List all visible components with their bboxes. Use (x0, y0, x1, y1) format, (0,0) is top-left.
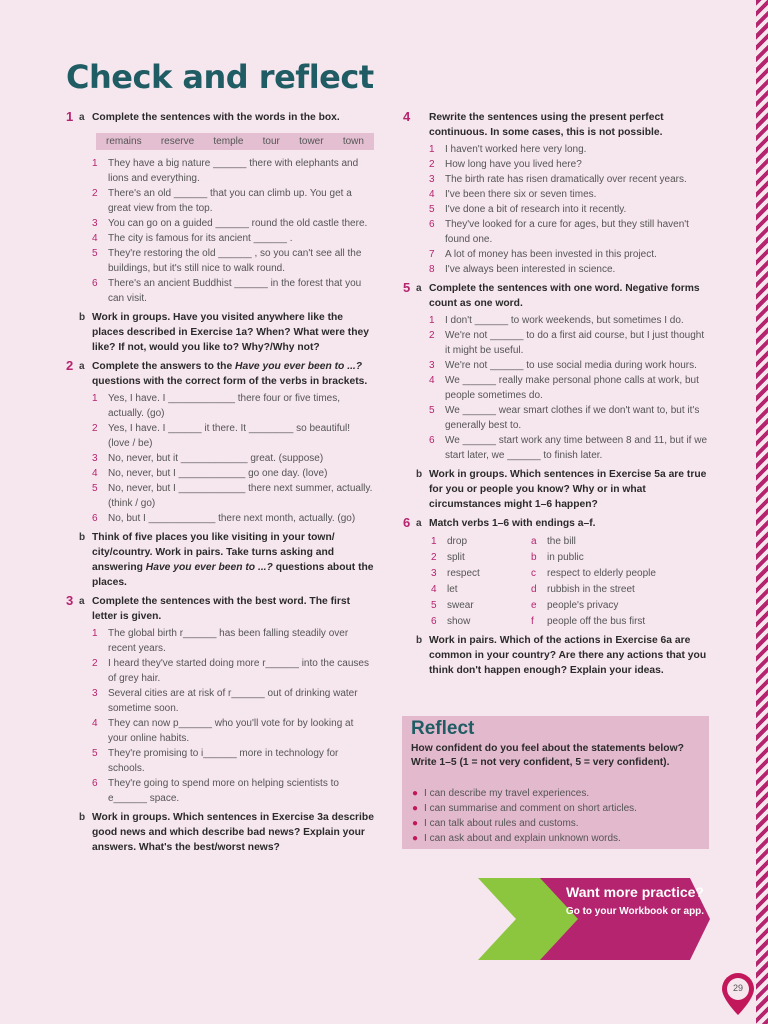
match-ending (531, 550, 721, 565)
list-item (92, 231, 374, 246)
match-ending (531, 566, 721, 581)
item-number: 3 (429, 174, 435, 185)
list-item (92, 746, 374, 776)
item-text: respect to elderly people (547, 568, 656, 579)
sentence-list (92, 391, 374, 526)
item-number: 2 (92, 188, 98, 199)
exercise-instruction: Work in groups. Have you visited anywhere like the places described in Exercise 1a? When? What were they like? If not, would you like to? Why?/Why not? (92, 312, 369, 353)
word-box-item: remains (106, 136, 142, 147)
exercise-6b (403, 633, 709, 678)
bullet-icon: ● (412, 818, 419, 829)
list-item (429, 433, 709, 463)
page-title: Check and reflect (66, 58, 374, 96)
exercise-number: 2 (66, 358, 74, 373)
item-number: 1 (429, 315, 435, 326)
list-item (429, 172, 709, 187)
item-text: You can go on a guided ______ round the old castle there. (108, 218, 368, 229)
match-verb (431, 534, 531, 549)
item-letter: f (531, 616, 534, 627)
list-item (429, 358, 709, 373)
sentence-list (429, 142, 709, 277)
item-text: Several cities are at risk of r______ out of drinking water sometime soon. (108, 688, 358, 714)
item-text: drop (447, 536, 468, 547)
item-number: 6 (92, 778, 98, 789)
word-box-item: tour (262, 136, 280, 147)
exercise-instruction: Work in pairs. Which of the actions in Exercise 6a are common in your country? Are there any actions that you think don't happen enough? Explain your ideas. (429, 635, 707, 676)
item-letter: b (531, 552, 537, 563)
item-number: 1 (92, 628, 98, 639)
reflect-statement-list (412, 786, 637, 846)
list-item (429, 202, 709, 217)
exercise-number: 1 (66, 109, 74, 124)
item-text: How long have you lived here? (445, 159, 582, 170)
exercise-instruction: Complete the sentences with the words in the box. (92, 112, 340, 123)
item-text: No, never, but I ____________ go one day. (love) (108, 468, 328, 479)
exercise-part: b (416, 635, 423, 646)
item-text: swear (447, 600, 474, 611)
sentence-list (92, 156, 374, 306)
word-box-item: reserve (160, 136, 195, 147)
item-text: in public (547, 552, 584, 563)
exercise-part: a (416, 518, 422, 529)
exercise-instruction (92, 359, 374, 389)
item-text: No, but I ____________ there next month, actually. (go) (108, 513, 356, 524)
item-text: No, never, but it ____________ great. (suppose) (108, 453, 324, 464)
list-item (429, 142, 709, 157)
exercise-part: a (79, 596, 85, 607)
item-text: They've looked for a cure for ages, but they still haven't found one. (445, 219, 689, 245)
statement-text: I can ask about and explain unknown words. (424, 833, 621, 844)
exercise-number: 3 (66, 593, 74, 608)
bullet-icon: ● (412, 803, 419, 814)
reflect-question: How confident do you feel about the statements below? Write 1–5 (1 = not very confident, 5 = very confident). (411, 743, 684, 768)
exercise-part: b (79, 812, 86, 823)
exercise-instruction: Complete the sentences with the best word. The first letter is given. (92, 596, 351, 622)
sentence-list (429, 313, 709, 463)
statement-text: I can describe my travel experiences. (424, 788, 590, 799)
exercise-part: a (79, 361, 85, 372)
word-box-item: town (342, 136, 364, 147)
list-item (92, 156, 374, 186)
item-number: 7 (429, 249, 435, 260)
list-item (92, 686, 374, 716)
exercise-part: a (79, 112, 85, 123)
statement-text: I can talk about rules and customs. (424, 818, 579, 829)
item-number: 1 (92, 393, 98, 404)
item-text: I've been there six or seven times. (445, 189, 597, 200)
item-text: The birth rate has risen dramatically over recent years. (445, 174, 687, 185)
item-number: 6 (431, 616, 437, 627)
exercise-3a (66, 594, 374, 806)
list-item (412, 786, 637, 801)
banner-heading: Want more practice? (566, 884, 704, 900)
list-item (429, 262, 709, 277)
item-number: 2 (92, 423, 98, 434)
bullet-icon: ● (412, 833, 419, 844)
item-text: let (447, 584, 458, 595)
exercise-instruction: Work in groups. Which sentences in Exercise 5a are true for you or people you know? Why or in what circumstances might 1–6 happen? (429, 469, 707, 510)
list-item (92, 421, 374, 451)
reflect-title: Reflect (411, 718, 475, 739)
item-number: 5 (92, 248, 98, 259)
list-item (429, 328, 709, 358)
item-number: 3 (92, 688, 98, 699)
item-number: 3 (92, 453, 98, 464)
item-text: No, never, but I ____________ there next summer, actually. (think / go) (108, 483, 373, 509)
page-number-pin-icon (720, 971, 756, 1017)
item-text: They can now p______ who you'll vote for by looking at your online habits. (108, 718, 354, 744)
item-text: Yes, I have. I ____________ there four or five times, actually. (go) (108, 393, 341, 419)
item-number: 5 (92, 748, 98, 759)
item-text: Yes, I have. I ______ it there. It ________ so beautiful! (love / be) (108, 423, 351, 449)
item-text: I've always been interested in science. (445, 264, 616, 275)
exercise-instruction: Work in groups. Which sentences in Exercise 3a describe good news and which describe bad news? Explain your answers. What's the best/worst news? (92, 812, 374, 853)
item-text: rubbish in the street (547, 584, 635, 595)
list-item (92, 656, 374, 686)
exercise-1a (66, 110, 374, 306)
item-number: 1 (429, 144, 435, 155)
item-text: I've done a bit of research into it recently. (445, 204, 627, 215)
item-number: 2 (429, 159, 435, 170)
item-text: We're not ______ to do a first aid course, but I just thought it might be useful. (445, 330, 705, 356)
item-number: 6 (92, 513, 98, 524)
list-item (429, 187, 709, 202)
item-text: I haven't worked here very long. (445, 144, 587, 155)
item-number: 3 (431, 568, 437, 579)
instruction-italic: Have you ever been to ...? (235, 361, 363, 372)
list-item (92, 511, 374, 526)
decorative-stripe (756, 0, 768, 1024)
exercise-instruction (92, 530, 374, 590)
bullet-icon: ● (412, 788, 419, 799)
list-item (429, 217, 709, 247)
item-text: There's an ancient Buddhist ______ in the forest that you can visit. (108, 278, 362, 304)
word-box-item: tower (299, 136, 324, 147)
item-text: I heard they've started doing more r______ into the causes of grey hair. (108, 658, 369, 684)
exercise-5a (403, 281, 709, 463)
exercise-part: a (416, 283, 422, 294)
item-number: 4 (92, 233, 98, 244)
list-item (429, 247, 709, 262)
instruction-text: questions about the places. (92, 562, 374, 588)
item-number: 3 (429, 360, 435, 371)
item-number: 8 (429, 264, 435, 275)
exercise-part: b (416, 469, 423, 480)
word-box (96, 133, 374, 150)
item-number: 6 (429, 219, 435, 230)
match-verb (431, 582, 531, 597)
list-item (429, 373, 709, 403)
list-item (429, 157, 709, 172)
item-text: people off the bus first (547, 616, 646, 627)
exercise-3b (66, 810, 374, 855)
exercise-part: b (79, 532, 86, 543)
list-item (92, 391, 374, 421)
list-item (429, 403, 709, 433)
item-number: 1 (92, 158, 98, 169)
instruction-text: Complete the answers to the (92, 361, 236, 372)
page-number: 29 (732, 983, 743, 993)
list-item (92, 451, 374, 466)
exercise-instruction: Rewrite the sentences using the present perfect continuous. In some cases, this is not possible. (429, 112, 664, 138)
exercise-1b (66, 310, 374, 355)
instruction-italic: Have you ever been to ...? (145, 562, 273, 573)
item-number: 5 (429, 204, 435, 215)
item-number: 5 (92, 483, 98, 494)
match-ending (531, 598, 721, 613)
instruction-text: Think of five places you like visiting in your town/ city/country. Work in pairs. Take turns asking and answering (92, 532, 335, 573)
instruction-text: questions with the correct form of the verbs in brackets. (92, 376, 368, 387)
item-text: show (447, 616, 471, 627)
matching-grid (431, 534, 709, 629)
item-letter: c (531, 568, 536, 579)
item-text: The city is famous for its ancient ______ . (108, 233, 293, 244)
item-text: respect (447, 568, 480, 579)
match-ending (531, 614, 721, 629)
item-text: split (447, 552, 465, 563)
exercise-4 (403, 110, 709, 277)
item-text: A lot of money has been invested in this project. (445, 249, 657, 260)
item-number: 4 (92, 468, 98, 479)
item-number: 2 (431, 552, 437, 563)
item-letter: e (531, 600, 537, 611)
item-letter: d (531, 584, 537, 595)
match-verb (431, 550, 531, 565)
exercise-6a (403, 516, 709, 629)
reflect-box (402, 716, 709, 849)
banner-subtext: Go to your Workbook or app. (565, 906, 705, 917)
item-text: They're going to spend more on helping scientists to e______ space. (108, 778, 339, 804)
item-number: 2 (92, 658, 98, 669)
list-item (92, 276, 374, 306)
item-text: They're promising to i______ more in technology for schools. (108, 748, 339, 774)
item-text: We're not ______ to use social media during work hours. (445, 360, 697, 371)
exercise-number: 5 (403, 280, 411, 295)
list-item (412, 801, 637, 816)
item-number: 5 (429, 405, 435, 416)
list-item (92, 481, 374, 511)
list-item (92, 186, 374, 216)
match-ending (531, 582, 721, 597)
list-item (412, 831, 637, 846)
right-column (403, 110, 709, 682)
item-number: 6 (92, 278, 98, 289)
list-item (92, 716, 374, 746)
item-number: 4 (431, 584, 437, 595)
item-text: I don't ______ to work weekends, but sometimes I do. (445, 315, 684, 326)
item-letter: a (531, 536, 537, 547)
exercise-number: 4 (403, 109, 411, 124)
list-item (92, 216, 374, 231)
item-text: We ______ start work any time between 8 and 11, but if we start later, we ______ to finish later. (445, 435, 708, 461)
match-ending (531, 534, 721, 549)
item-text: We ______ really make personal phone calls at work, but people sometimes do. (445, 375, 699, 401)
list-item (92, 246, 374, 276)
match-verb (431, 614, 531, 629)
item-number: 4 (92, 718, 98, 729)
item-text: people's privacy (547, 600, 619, 611)
item-text: They have a big nature ______ there with elephants and lions and everything. (108, 158, 359, 184)
word-box-item: temple (213, 136, 244, 147)
item-number: 6 (429, 435, 435, 446)
item-text: The global birth r______ has been falling steadily over recent years. (108, 628, 349, 654)
exercise-instruction: Match verbs 1–6 with endings a–f. (429, 518, 596, 529)
match-verb (431, 598, 531, 613)
item-number: 3 (92, 218, 98, 229)
list-item (92, 466, 374, 481)
exercise-instruction: Complete the sentences with one word. Negative forms count as one word. (429, 283, 700, 309)
practice-banner-text[interactable] (560, 884, 710, 918)
item-text: There's an old ______ that you can climb up. You get a great view from the top. (108, 188, 352, 214)
exercise-5b (403, 467, 709, 512)
list-item (412, 816, 637, 831)
item-number: 1 (431, 536, 437, 547)
item-number: 5 (431, 600, 437, 611)
item-text: We ______ wear smart clothes if we don't want to, but it's generally best to. (445, 405, 700, 431)
exercise-2b (66, 530, 374, 590)
exercise-part: b (79, 312, 86, 323)
item-text: the bill (547, 536, 576, 547)
exercise-2a (66, 359, 374, 526)
statement-text: I can summarise and comment on short articles. (424, 803, 637, 814)
left-column (66, 110, 374, 859)
sentence-list (92, 626, 374, 806)
list-item (92, 626, 374, 656)
match-verb (431, 566, 531, 581)
item-number: 4 (429, 189, 435, 200)
item-number: 4 (429, 375, 435, 386)
item-number: 2 (429, 330, 435, 341)
list-item (429, 313, 709, 328)
exercise-number: 6 (403, 515, 411, 530)
list-item (92, 776, 374, 806)
item-text: They're restoring the old ______ , so you can't see all the buildings, but it's still nice to walk round. (108, 248, 362, 274)
